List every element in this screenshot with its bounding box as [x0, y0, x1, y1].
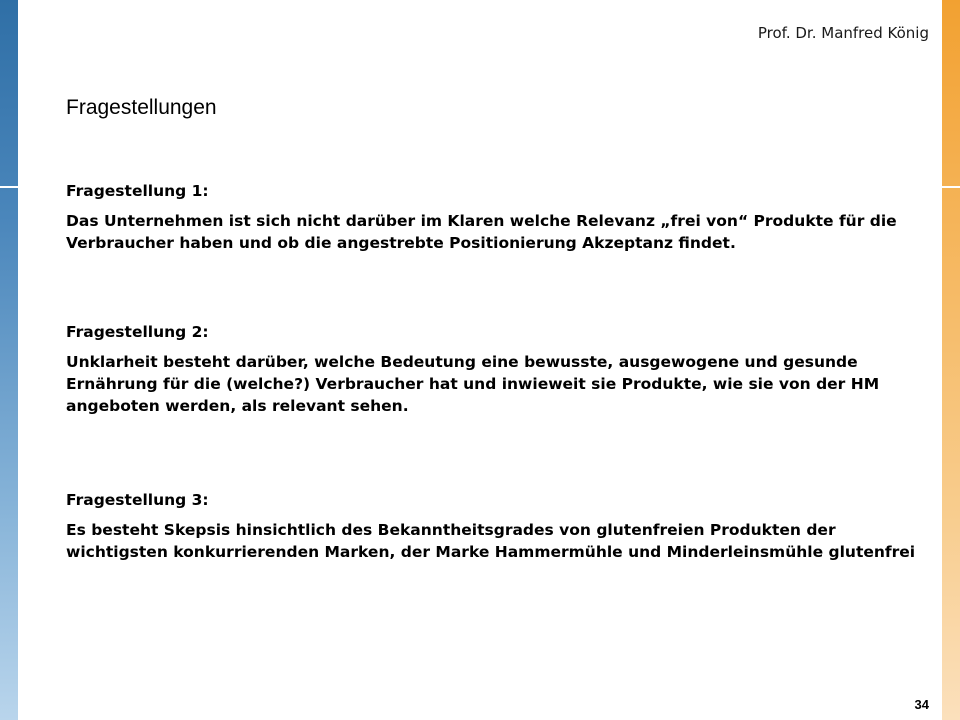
question-block-3: [66, 489, 936, 563]
question-text-3: Es besteht Skepsis hinsichtlich des Bekanntheitsgrades von glutenfreien Produkten der wichtigsten konkurrierenden Marken, der Marke Hammermühle und Minderleinsmühle glutenfrei: [66, 521, 916, 561]
question-block-1: [66, 180, 936, 254]
question-heading-3: Fragestellung 3:: [66, 491, 209, 509]
right-bar-divider: [942, 186, 960, 188]
question-heading-1: Fragestellung 1:: [66, 182, 209, 200]
question-heading-2: Fragestellung 2:: [66, 323, 209, 341]
slide-title: Fragestellungen: [66, 96, 217, 119]
page-number: 34: [914, 697, 929, 712]
question-text-1: Das Unternehmen ist sich nicht darüber im Klaren welche Relevanz „frei von“ Produkte für die Verbraucher haben und ob die angestrebte Positionierung Akzeptanz findet.: [66, 212, 897, 252]
question-text-2: Unklarheit besteht darüber, welche Bedeutung eine bewusste, ausgewogene und gesunde Ernährung für die (welche?) Verbraucher hat und inwieweit sie Produkte, wie sie von der HM angeboten werden, als relevant sehen.: [66, 353, 880, 415]
question-block-2: [66, 321, 936, 417]
author-name: Prof. Dr. Manfred König: [757, 24, 929, 42]
left-accent-bar: [0, 0, 18, 720]
right-accent-bar: [942, 0, 960, 720]
left-bar-divider: [0, 186, 18, 188]
